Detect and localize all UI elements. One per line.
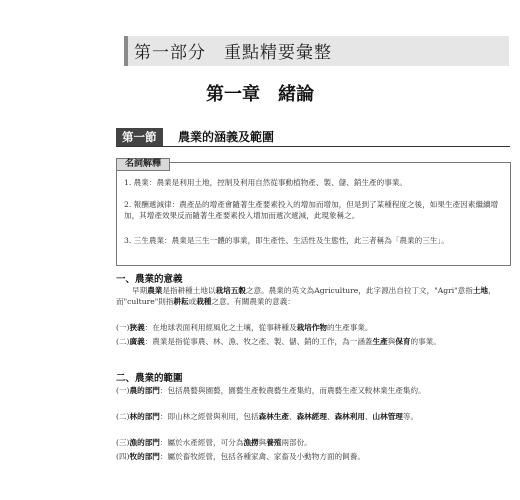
item-keyword: 森林經理 [296, 412, 327, 421]
item-text: ：屬於畜牧經營，包括各種家禽、家畜及小動物方面的飼養。 [159, 452, 365, 461]
term-box-label: 名詞解釋 [116, 158, 170, 171]
para-text: 之意。農業的英文為Agriculture，此字源出自拉丁文，"Agri"意指 [245, 286, 473, 295]
section-header [116, 128, 510, 147]
para-text: 早期 [132, 286, 148, 295]
item-keyword: 漁撈 [243, 438, 259, 447]
section-label: 第一節 [116, 128, 163, 146]
scope-fishery [116, 437, 509, 448]
heading-scope: 二、農業的範圍 [116, 373, 183, 384]
item-text: 與 [387, 337, 396, 346]
item-text: 的事業。 [410, 337, 441, 346]
meaning-paragraph [116, 285, 509, 307]
item-keyword: 養殖 [266, 438, 282, 447]
item-keyword: 森林利用 [334, 412, 365, 421]
item-text: 、 [364, 412, 373, 421]
part-title-accent [124, 36, 128, 66]
item-number: (一) [116, 386, 130, 395]
item-text: 與 [258, 438, 267, 447]
scope-agriculture [116, 385, 509, 396]
item-number: (四) [116, 452, 130, 461]
item-keyword: 漁的部門 [129, 438, 160, 447]
item-keyword: 山林管理 [372, 412, 403, 421]
item-keyword: 牧的部門 [129, 452, 160, 461]
item-keyword: 保育 [395, 337, 411, 346]
part-title: 第一部分 重點精要彙整 [134, 43, 332, 63]
item-keyword: 生產 [372, 337, 388, 346]
term-item-agriculture: 1. 農業：農業是利用土地，控制及利用自然從事動植物產、製、儲、銷生產的事業。 [124, 178, 408, 187]
item-number: (三) [116, 438, 130, 447]
meaning-broad [116, 336, 509, 347]
item-text: ：包括農藝與園藝，園藝生產較農藝生產集約，而農藝生產又較林業生產集約。 [159, 386, 426, 395]
scope-forestry [116, 411, 509, 422]
para-text: 或 [188, 297, 197, 306]
item-text: 兩部份。 [281, 438, 312, 447]
item-text: ：屬於水產經營，可分為 [159, 438, 244, 447]
item-text: ：在地球表面利用經風化之土壤，從事耕種及 [144, 323, 297, 332]
term-item-three-life-agriculture: 3. 三生農業：農業是三生一體的事業，即生產性、生活性及生態性，此三者稱為「農業的三生」。 [124, 236, 449, 245]
item-keyword: 農的部門 [129, 386, 160, 395]
item-text: 、 [289, 412, 297, 421]
para-text: ，而"culture"則指 [116, 286, 496, 306]
item-number: (二) [116, 337, 130, 346]
item-keyword: 廣義 [129, 337, 145, 346]
item-keyword: 狹義 [129, 323, 145, 332]
item-keyword: 栽培作物 [296, 323, 327, 332]
heading-meaning: 一、農業的意義 [116, 274, 183, 285]
item-text: ：農業是指從事農、林、漁、牧之產、製、儲、銷的工作，為一涵蓋 [144, 337, 373, 346]
para-keyword: 栽種 [196, 297, 212, 306]
chapter-title: 第一章 緒論 [206, 84, 314, 105]
item-number: (一) [116, 323, 130, 332]
para-keyword: 農業 [147, 286, 163, 295]
item-text: 等。 [402, 412, 419, 421]
scope-livestock [116, 451, 509, 462]
item-keyword: 林的部門 [129, 412, 160, 421]
para-keyword: 土地 [472, 286, 488, 295]
item-text: 的生產事業。 [326, 323, 373, 332]
item-keyword: 森林生產 [258, 412, 289, 421]
para-text: 之意。有關農業的意義： [211, 297, 295, 306]
para-keyword: 栽培五穀 [215, 286, 246, 295]
para-text: 是指耕種土地以 [162, 286, 216, 295]
section-title: 農業的涵義及範圍 [178, 130, 275, 144]
item-text: ：即山林之經營與利用，包括 [159, 412, 259, 421]
item-text: 、 [326, 412, 335, 421]
item-number: (二) [116, 412, 130, 421]
para-keyword: 耕耘 [173, 297, 189, 306]
meaning-narrow [116, 322, 509, 333]
term-item-diminishing-returns: 2. 報酬遞減律：農產品的增產會隨著生產要素投入的增加而增加，但是到了某種程度之後，如果生產因素繼續增加，其增產效果反而隨著生產要素投入增加而遞次遞減，此現象稱之。 [124, 200, 499, 220]
